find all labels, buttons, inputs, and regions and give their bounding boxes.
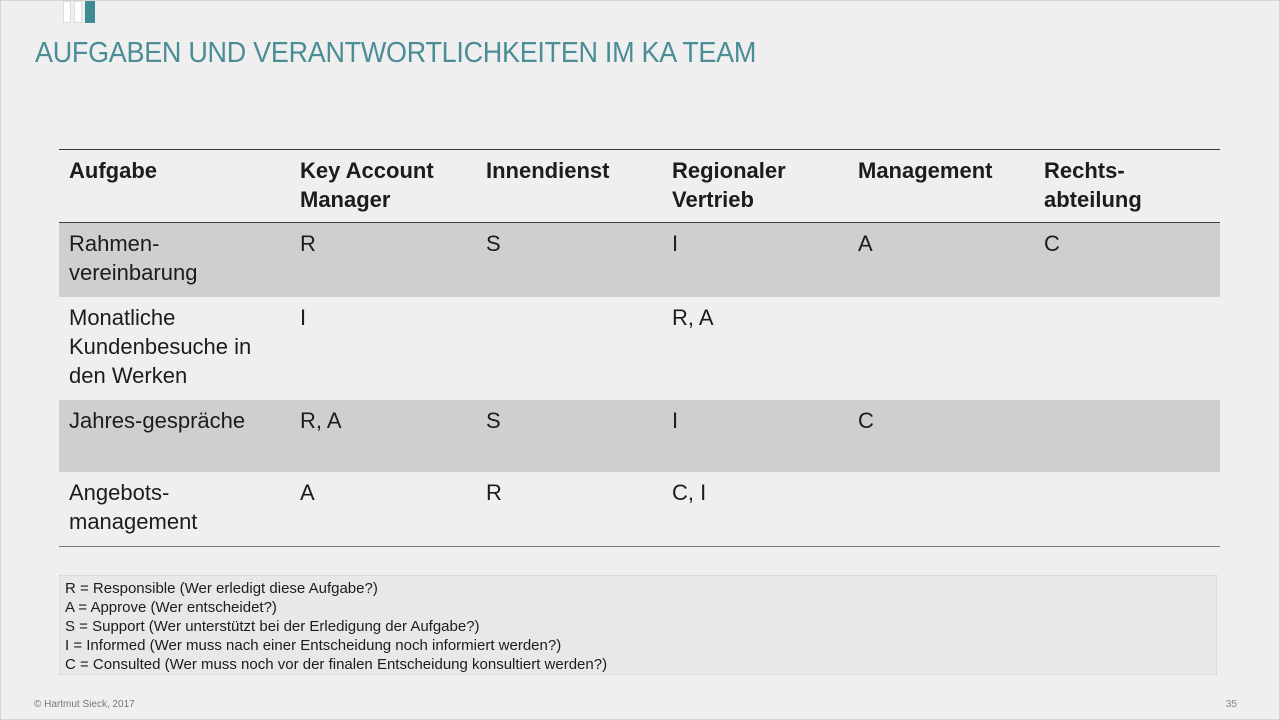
raci-cell: C — [1034, 223, 1220, 298]
raci-cell: R, A — [290, 400, 476, 472]
raci-cell: A — [848, 223, 1034, 298]
header-rechtsabteilung: Rechts-abteilung — [1044, 158, 1142, 212]
corner-decoration — [63, 1, 95, 23]
table-row — [59, 297, 1220, 400]
legend-item: S = Support (Wer unterstützt bei der Erledigung der Aufgabe?) — [65, 618, 480, 635]
corner-mark — [63, 1, 71, 23]
table-header-row — [59, 150, 1220, 223]
raci-cell — [848, 297, 1034, 400]
task-cell: Jahres-gespräche — [59, 400, 290, 472]
raci-cell: A — [300, 480, 315, 505]
raci-cell: I — [662, 400, 848, 472]
table-row — [59, 472, 1220, 547]
raci-cell: S — [476, 400, 662, 472]
raci-cell: R, A — [672, 305, 714, 330]
task-cell: Angebots-management — [69, 480, 198, 534]
raci-cell: R — [290, 223, 476, 298]
corner-mark-accent — [85, 1, 95, 23]
raci-cell: R — [486, 480, 502, 505]
raci-cell — [1034, 297, 1220, 400]
raci-cell: S — [476, 223, 662, 298]
header-aufgabe: Aufgabe — [69, 158, 157, 183]
task-cell: Rahmen-vereinbarung — [59, 223, 290, 298]
raci-cell — [1034, 472, 1220, 547]
raci-legend — [59, 575, 1217, 675]
header-key-account-manager: Key Account Manager — [300, 158, 434, 212]
slide-title: AUFGABEN UND VERANTWORTLICHKEITEN IM KA TEAM — [35, 37, 757, 69]
raci-cell — [1034, 400, 1220, 472]
raci-cell: I — [300, 305, 307, 330]
legend-item: C = Consulted (Wer muss noch vor der finalen Entscheidung konsultiert werden?) — [65, 656, 608, 673]
task-cell: Monatliche Kundenbesuche in den Werken — [69, 305, 252, 388]
raci-table — [59, 149, 1220, 547]
raci-cell — [848, 472, 1034, 547]
raci-cell: C — [848, 400, 1034, 472]
raci-cell: I — [662, 223, 848, 298]
raci-cell: C, I — [672, 480, 707, 505]
legend-item: R = Responsible (Wer erledigt diese Aufgabe?) — [65, 580, 378, 597]
header-management: Management — [858, 158, 993, 183]
header-innendienst: Innendienst — [486, 158, 610, 183]
footer-copyright: © Hartmut Sieck, 2017 — [34, 699, 135, 710]
legend-item: A = Approve (Wer entscheidet?) — [65, 599, 277, 616]
table-row — [59, 400, 1220, 472]
legend-item: I = Informed (Wer muss nach einer Entscheidung noch informiert werden?) — [65, 637, 562, 654]
footer-page-number: 35 — [1225, 699, 1237, 710]
corner-mark — [74, 1, 82, 23]
header-regionaler-vertrieb: Regionaler Vertrieb — [672, 158, 786, 212]
table-row — [59, 223, 1220, 298]
raci-cell — [476, 297, 662, 400]
